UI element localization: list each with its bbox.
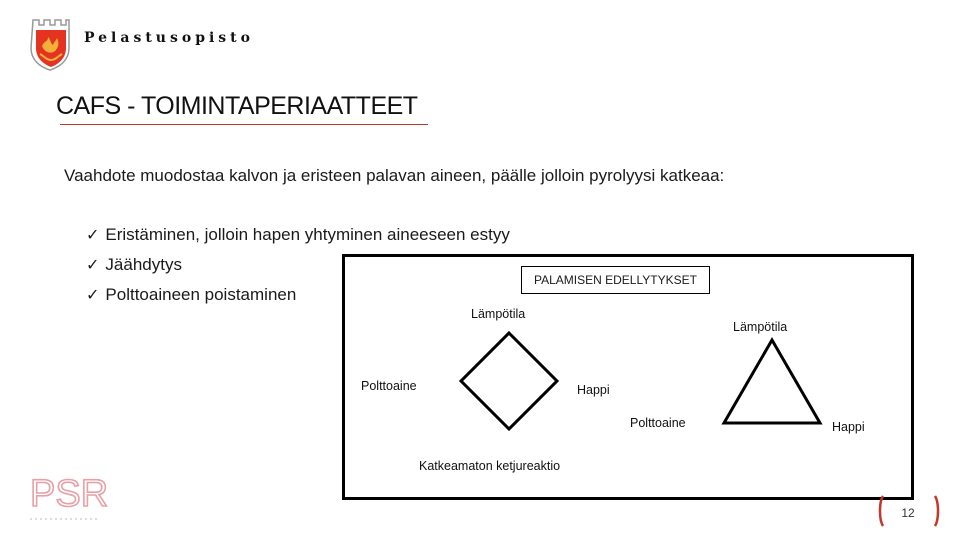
slide-title: CAFS - TOIMINTAPERIAATTEET — [56, 92, 418, 120]
diamond-label-chain-reaction: Katkeamaton ketjureaktio — [419, 459, 561, 473]
checkmark-icon: ✓ — [86, 285, 100, 304]
bullet-text: Eristäminen, jolloin hapen yhtyminen aineeseen estyy — [105, 225, 510, 244]
diamond-label-fuel: Polttoaine — [361, 379, 417, 393]
triangle-label-fuel: Polttoaine — [630, 416, 686, 430]
page-number: 12 — [901, 506, 915, 520]
bullet-item — [86, 220, 510, 250]
checkmark-icon: ✓ — [86, 255, 100, 274]
diagram-title: PALAMISEN EDELLYTYKSET — [521, 266, 710, 294]
diamond-label-temperature: Lämpötila — [471, 307, 526, 321]
diamond-label-oxygen: Happi — [577, 383, 610, 397]
fire-conditions-diagram — [342, 254, 914, 500]
triangle-label-temperature: Lämpötila — [733, 320, 788, 334]
triangle-label-oxygen: Happi — [832, 420, 865, 434]
intro-paragraph: Vaahdote muodostaa kalvon ja eristeen palavan aineen, päälle jolloin pyrolyysi katkeaa: — [64, 166, 725, 185]
bullet-text: Polttoaineen poistaminen — [105, 285, 297, 304]
psr-logo-text: PSR — [30, 473, 108, 515]
pelastusopisto-crest-logo — [30, 16, 72, 72]
title-underline — [60, 124, 428, 125]
fire-triangle-shape — [724, 340, 820, 423]
brand-wordmark: Pelastusopisto — [84, 30, 254, 46]
checkmark-icon: ✓ — [86, 225, 100, 244]
bullet-text: Jäähdytys — [105, 255, 182, 274]
psr-logo — [28, 470, 108, 525]
fire-diamond-shape — [461, 333, 557, 429]
